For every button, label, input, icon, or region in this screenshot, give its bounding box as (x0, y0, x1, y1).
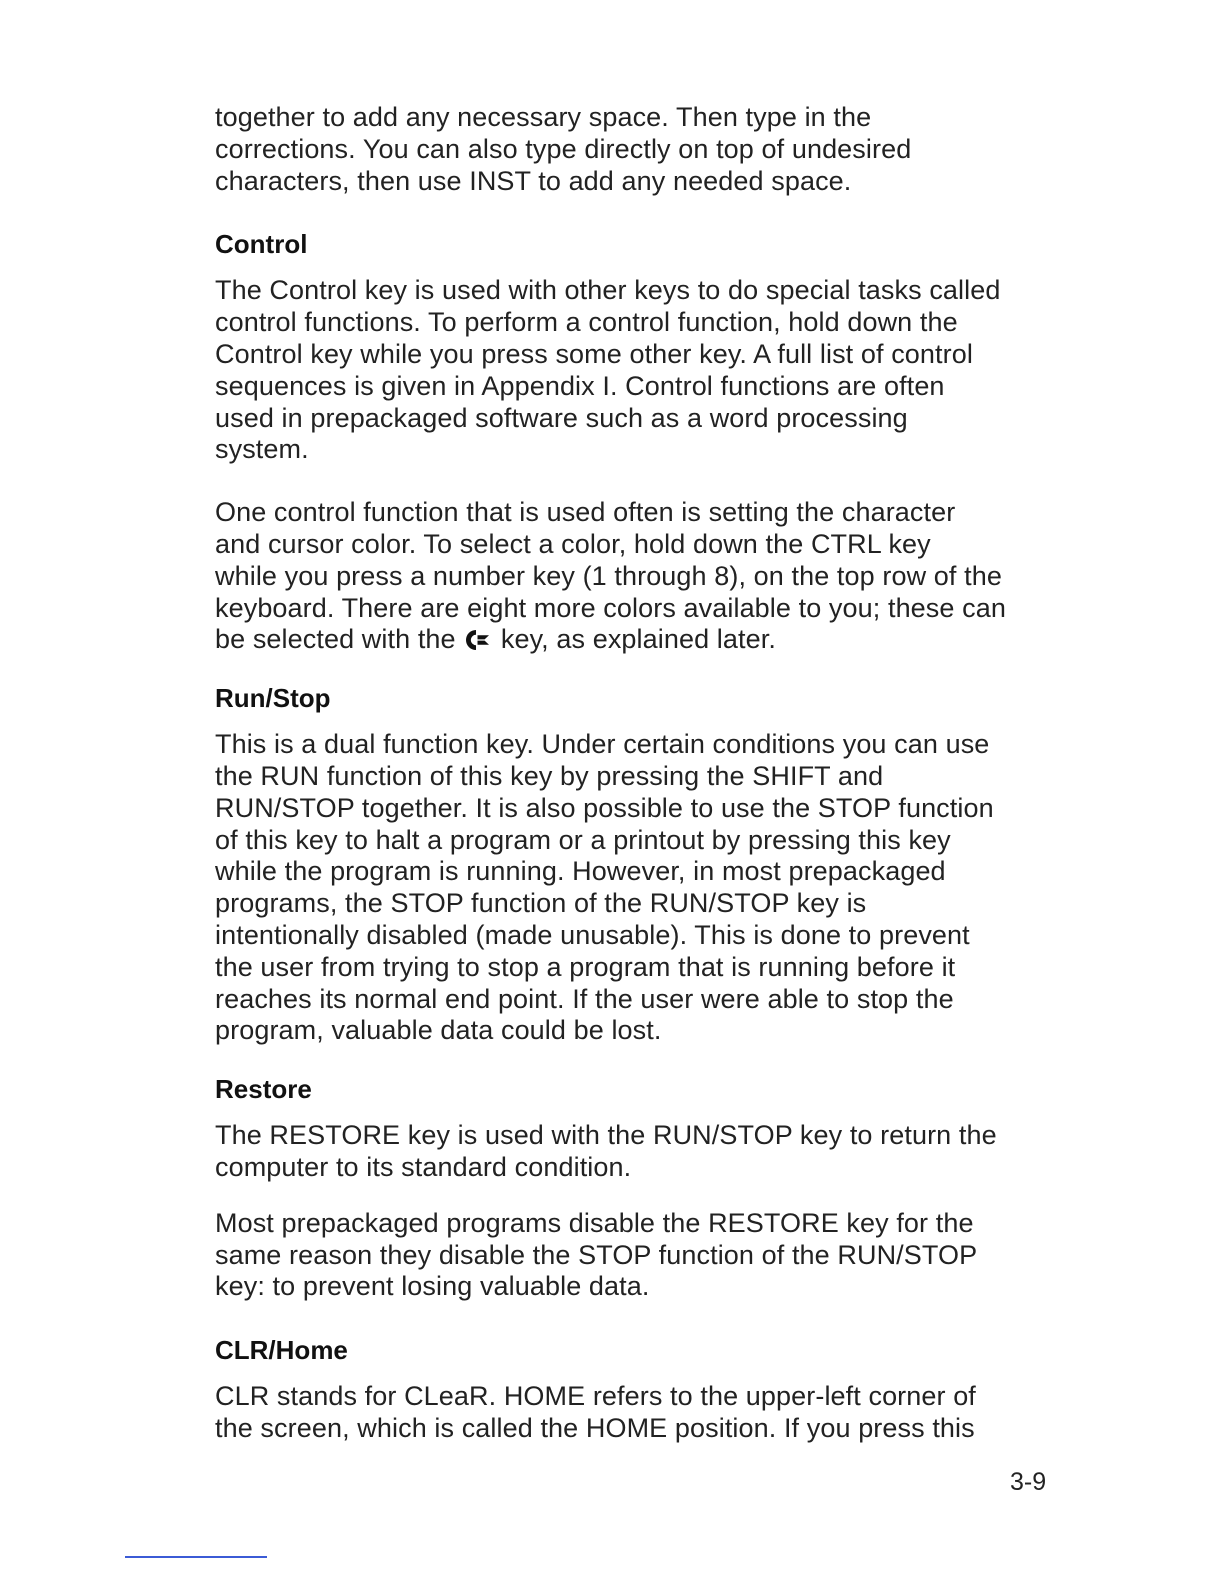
text-line: computer to its standard condition. (215, 1151, 632, 1182)
text-line: keyboard. There are eight more colors available to you; these can (215, 592, 1006, 623)
clrhome-paragraph (215, 1381, 1055, 1445)
commodore-logo-icon (465, 629, 491, 651)
text-line: key: to prevent losing valuable data. (215, 1271, 650, 1302)
text-fragment: be selected with the (215, 624, 456, 655)
text-line: the screen, which is called the HOME position. If you press this (215, 1412, 975, 1443)
text-line: of this key to halt a program or a printout by pressing this key (215, 824, 951, 855)
text-line: corrections. You can also type directly on top of undesired (215, 133, 912, 164)
page-number: 3-9 (1010, 1468, 1047, 1496)
text-line: while the program is running. However, in most prepackaged (215, 856, 946, 887)
restore-paragraph-2 (215, 1208, 1055, 1303)
text-line: the user from trying to stop a program that is running before it (215, 951, 956, 982)
text-line: The Control key is used with other keys to do special tasks called (215, 275, 1001, 306)
restore-paragraph-1 (215, 1120, 1055, 1184)
text-line: intentionally disabled (made unusable). This is done to prevent (215, 919, 970, 950)
text-line: same reason they disable the STOP function of the RUN/STOP (215, 1239, 978, 1270)
heading-control: Control (215, 229, 308, 260)
text-line: sequences is given in Appendix I. Control functions are often (215, 370, 945, 401)
text-line: This is a dual function key. Under certain conditions you can use (215, 729, 990, 760)
text-line: programs, the STOP function of the RUN/STOP key is (215, 888, 867, 919)
text-line: used in prepackaged software such as a word processing (215, 402, 908, 433)
control-paragraph-2 (215, 497, 1055, 656)
text-fragment: key, as explained later. (500, 624, 776, 655)
text-line: reaches its normal end point. If the user were able to stop the (215, 983, 954, 1014)
control-paragraph-1 (215, 275, 1055, 466)
text-line: characters, then use INST to add any needed space. (215, 165, 852, 196)
text-line: the RUN function of this key by pressing the SHIFT and (215, 760, 884, 791)
text-line: system. (215, 434, 309, 465)
text-line: RUN/STOP together. It is also possible to use the STOP function (215, 792, 994, 823)
heading-run-stop: Run/Stop (215, 683, 331, 714)
intro-paragraph (215, 102, 1055, 197)
runstop-paragraph (215, 729, 1055, 1047)
text-line: and cursor color. To select a color, hold down the CTRL key (215, 528, 931, 559)
text-line: Most prepackaged programs disable the RESTORE key for the (215, 1207, 974, 1238)
footer-rule (125, 1556, 267, 1558)
page-body (215, 102, 1055, 1445)
text-line: The RESTORE key is used with the RUN/STOP key to return the (215, 1120, 997, 1151)
text-line: control functions. To perform a control function, hold down the (215, 307, 958, 338)
text-line: while you press a number key (1 through 8), on the top row of the (215, 560, 1002, 591)
text-line: Control key while you press some other key. A full list of control (215, 338, 973, 369)
text-line: One control function that is used often is setting the character (215, 497, 956, 528)
text-line: together to add any necessary space. Then type in the (215, 102, 872, 132)
text-line: CLR stands for CLeaR. HOME refers to the upper-left corner of (215, 1381, 976, 1412)
heading-restore: Restore (215, 1074, 312, 1105)
text-line (215, 624, 1055, 656)
text-line: program, valuable data could be lost. (215, 1015, 662, 1046)
heading-clr-home: CLR/Home (215, 1335, 348, 1366)
